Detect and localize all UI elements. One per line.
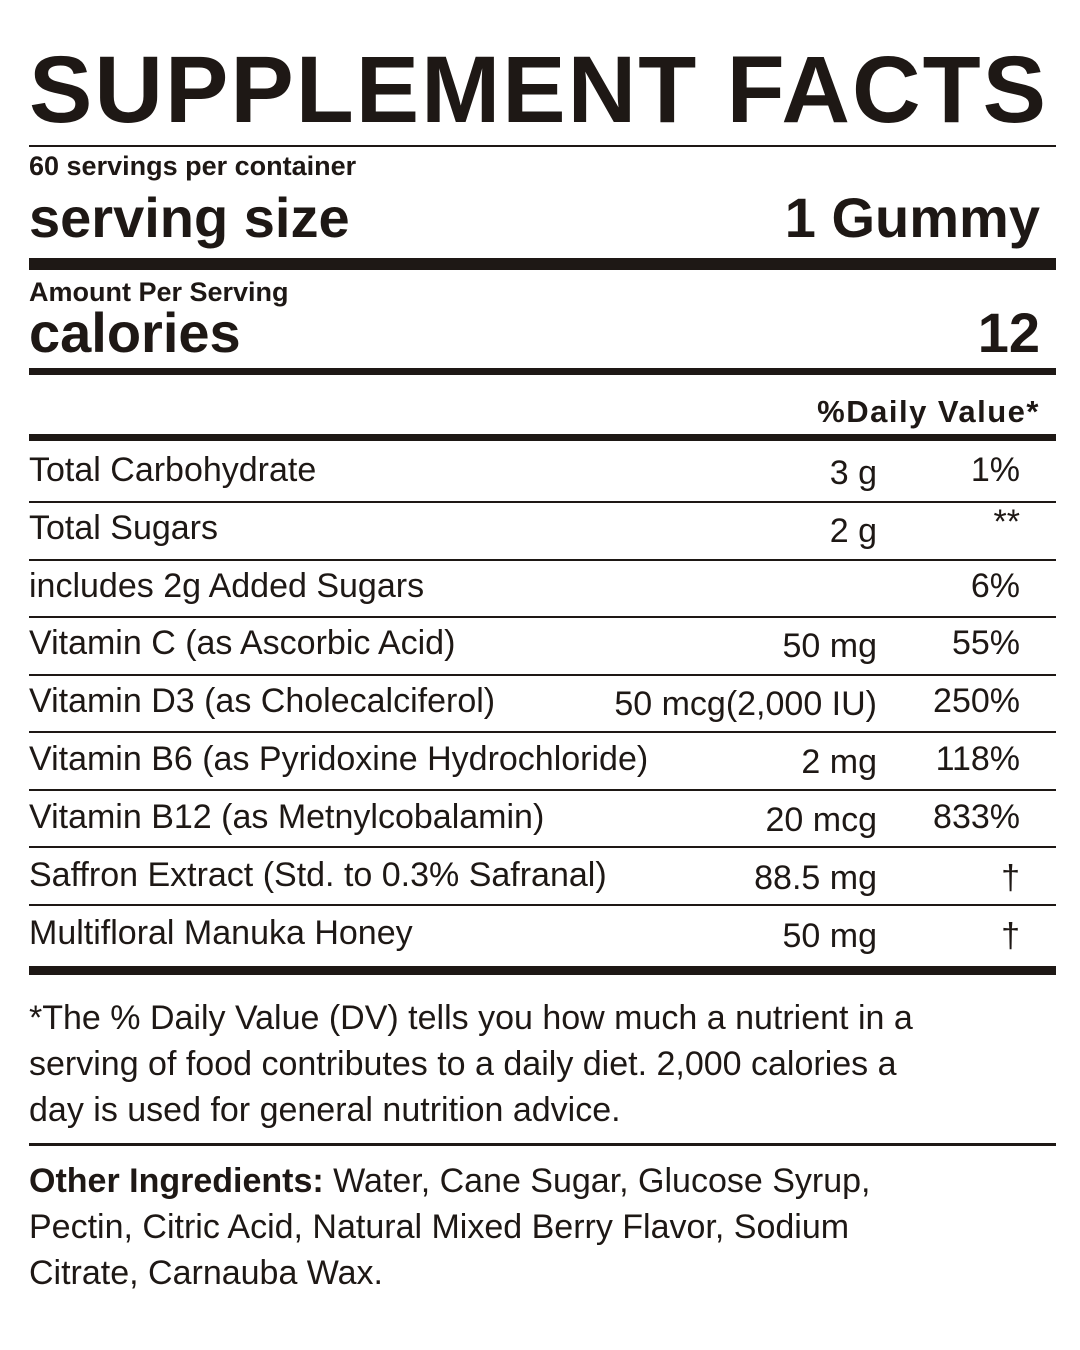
nutrient-row: [29, 617, 1056, 675]
divider-dv-header: [29, 434, 1056, 441]
nutrient-name: Vitamin C (as Ascorbic Acid): [29, 624, 456, 662]
nutrient-name: Vitamin D3 (as Cholecalciferol): [29, 682, 496, 720]
nutrient-row: [29, 502, 1056, 560]
other-ingredients: [29, 1158, 1029, 1296]
divider-nutrients-end: [29, 966, 1056, 975]
footnote-line: serving of food contributes to a daily diet. 2,000 calories a: [29, 1045, 897, 1083]
nutrient-daily-value: †: [1001, 917, 1020, 955]
nutrient-daily-value: 833%: [933, 798, 1020, 836]
nutrient-daily-value: 55%: [951, 624, 1020, 662]
nutrient-row: [29, 675, 1056, 733]
nutrient-daily-value: 1%: [970, 451, 1020, 489]
ingredients-line: Pectin, Citric Acid, Natural Mixed Berry Flavor, Sodium: [29, 1208, 850, 1246]
nutrient-daily-value: †: [1001, 859, 1020, 897]
nutrient-name: Vitamin B12 (as Metnylcobalamin): [29, 798, 545, 836]
nutrient-amount: 2 mg: [801, 743, 877, 781]
nutrient-amount: 2 g: [829, 512, 877, 550]
serving-size-label: serving size: [29, 186, 350, 249]
nutrient-name: Total Sugars: [29, 509, 218, 547]
row-divider: [29, 904, 1056, 906]
nutrient-name: Vitamin B6 (as Pyridoxine Hydrochloride): [29, 740, 649, 778]
nutrient-row: [29, 733, 1056, 791]
ingredients-line: [29, 1158, 1029, 1204]
calories-value: 12: [977, 301, 1040, 364]
nutrient-name: includes 2g Added Sugars: [29, 567, 425, 605]
nutrient-daily-value: 250%: [933, 682, 1020, 720]
divider-serving-thick: [29, 258, 1056, 270]
nutrient-name: Saffron Extract (Std. to 0.3% Safranal): [29, 856, 607, 894]
divider-calories: [29, 368, 1056, 375]
other-ingredients-label: Other Ingredients:: [29, 1162, 324, 1200]
nutrient-daily-value: 6%: [970, 567, 1020, 605]
servings-per-container: 60 servings per container: [29, 151, 357, 181]
footnote-line: *The % Daily Value (DV) tells you how much a nutrient in a: [29, 999, 913, 1037]
nutrient-amount: 20 mcg: [765, 801, 877, 839]
page-title: SUPPLEMENT FACTS: [29, 37, 1049, 143]
nutrient-amount: 50 mcg(2,000 IU): [614, 685, 877, 723]
divider-footnote: [29, 1143, 1056, 1146]
ingredients-text: Water, Cane Sugar, Glucose Syrup,: [323, 1162, 871, 1200]
nutrient-daily-value: **: [993, 503, 1020, 541]
row-divider: [29, 846, 1056, 848]
daily-value-header: %Daily Value*: [817, 394, 1040, 429]
nutrient-row: [29, 907, 1056, 965]
nutrient-row: [29, 849, 1056, 907]
nutrient-name: Multifloral Manuka Honey: [29, 914, 413, 952]
amount-per-serving: Amount Per Serving: [29, 277, 289, 307]
footnote-line: day is used for general nutrition advice.: [29, 1091, 621, 1129]
calories-label: calories: [29, 301, 241, 364]
nutrient-row: [29, 444, 1056, 502]
nutrient-row: [29, 560, 1056, 618]
nutrient-daily-value: 118%: [935, 740, 1020, 778]
serving-size-value: 1 Gummy: [784, 186, 1040, 249]
nutrient-amount: 50 mg: [782, 627, 877, 665]
nutrient-amount: 88.5 mg: [754, 859, 877, 897]
ingredients-line: Citrate, Carnauba Wax.: [29, 1254, 383, 1292]
nutrient-row: [29, 791, 1056, 849]
divider-title: [29, 145, 1056, 147]
nutrient-amount: 3 g: [829, 454, 877, 492]
nutrient-amount: 50 mg: [782, 917, 877, 955]
nutrient-name: Total Carbohydrate: [29, 451, 317, 489]
daily-value-footnote: [29, 995, 1056, 1133]
